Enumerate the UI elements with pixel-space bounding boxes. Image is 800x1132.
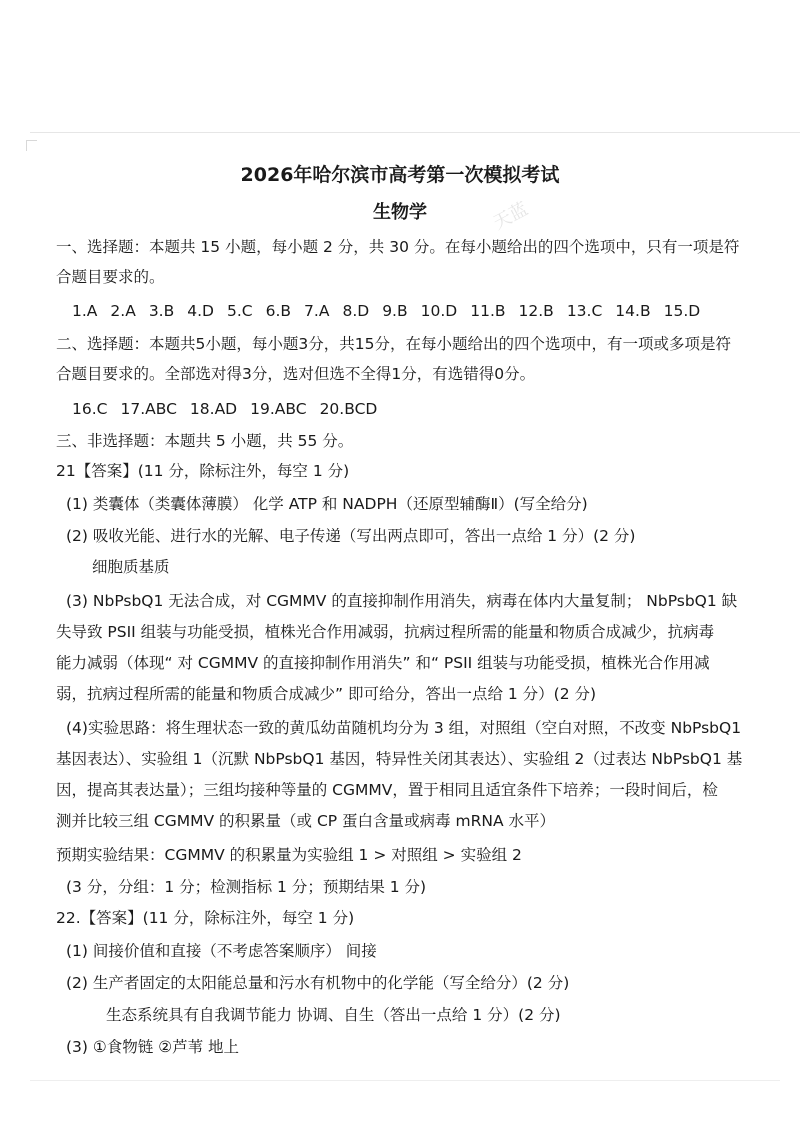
section1-answers — [72, 300, 713, 322]
answer-11: 11.B — [470, 302, 506, 320]
section2-heading-line1: 二、选择题：本题共5小题，每小题3分，共15分，在每小题给出的四个选项中，有一项或多项是符 — [56, 335, 731, 353]
q21-part2-answer2: 细胞质基质 — [92, 558, 170, 576]
section1-heading-line1: 一、选择题：本题共 15 小题，每小题 2 分，共 30 分。在每小题给出的四个选项中，只有一项是符 — [56, 238, 740, 256]
section2-answers — [72, 398, 390, 420]
q21-part4-line1: (4)实验思路：将生理状态一致的黄瓜幼苗随机均分为 3 组，对照组（空白对照，不改变 NbPsbQ1 — [66, 719, 742, 737]
q21-part4-line3: 因，提高其表达量）；三组均接种等量的 CGMMV，置于相同且适宜条件下培养；一段时间后，检 — [56, 781, 718, 799]
q22-part2: (2) 生产者固定的太阳能总量和污水有机物中的化学能（写全给分）(2 分) — [66, 974, 570, 992]
answer-8: 8.D — [342, 302, 370, 320]
page-bottom-edge — [30, 1080, 780, 1081]
answer-9: 9.B — [382, 302, 408, 320]
q21-part2: (2) 吸收光能、进行水的光解、电子传递（写出两点即可，答出一点给 1 分）(2 分) — [66, 527, 636, 545]
answer-6: 6.B — [265, 302, 292, 320]
answer-16: 16.C — [72, 400, 108, 418]
document-title: 2026年哈尔滨市高考第一次模拟考试 — [240, 164, 560, 186]
page-corner-mark — [26, 140, 37, 151]
q21-part4-line2: 基因表达）、实验组 1（沉默 NbPsbQ1 基因，特异性关闭其表达）、实验组 2（过表达 NbPsbQ1 基 — [56, 750, 743, 768]
q21-part3-line4: 弱，抗病过程所需的能量和物质合成减少” 即可给分，答出一点给 1 分）(2 分) — [56, 685, 597, 703]
answer-13: 13.C — [566, 302, 603, 320]
q22-part3: (3) ①食物链 ②芦苇 地上 — [66, 1038, 240, 1056]
section2-heading-line2: 合题目要求的。全部选对得3分，选对但选不全得1分，有选错得0分。 — [56, 365, 536, 383]
document-subject: 生物学 — [373, 202, 427, 223]
q22-part1: (1) 间接价值和直接（不考虑答案顺序） 间接 — [66, 942, 377, 960]
answer-19: 19.ABC — [250, 400, 307, 418]
answer-10: 10.D — [420, 302, 458, 320]
answer-15: 15.D — [663, 302, 701, 320]
q21-part3-line1: (3) NbPsbQ1 无法合成，对 CGMMV 的直接抑制作用消失，病毒在体内大量复制； NbPsbQ1 缺 — [66, 592, 738, 610]
answer-7: 7.A — [304, 302, 330, 320]
answer-3: 3.B — [148, 302, 175, 320]
q21-part3-line3: 能力减弱（体现“ 对 CGMMV 的直接抑制作用消失” 和“ PSII 组装与功能受损，植株光合作用减 — [56, 654, 710, 672]
q21-part4-line4: 测并比较三组 CGMMV 的积累量（或 CP 蛋白含量或病毒 mRNA 水平） — [56, 812, 555, 830]
q22-part2-answer2: 生态系统具有自我调节能力 协调、自生（答出一点给 1 分）(2 分) — [106, 1006, 561, 1024]
q22-header: 22.【答案】(11 分，除标注外，每空 1 分) — [56, 909, 355, 927]
answer-18: 18.AD — [189, 400, 238, 418]
section3-heading: 三、非选择题：本题共 5 小题，共 55 分。 — [56, 432, 354, 450]
answer-1: 1.A — [72, 302, 98, 320]
watermark: 天蓝 — [489, 198, 532, 235]
answer-2: 2.A — [110, 302, 136, 320]
q21-part3-line2: 失导致 PSII 组装与功能受损，植株光合作用减弱，抗病过程所需的能量和物质合成减少，抗病毒 — [56, 623, 715, 641]
answer-20: 20.BCD — [319, 400, 378, 418]
q21-expected-result: 预期实验结果：CGMMV 的积累量为实验组 1 > 对照组 > 实验组 2 — [56, 846, 522, 864]
answer-4: 4.D — [187, 302, 214, 320]
answer-12: 12.B — [518, 302, 554, 320]
page-top-edge — [30, 132, 800, 133]
section1-heading-line2: 合题目要求的。 — [56, 268, 165, 286]
answer-17: 17.ABC — [120, 400, 177, 418]
q21-part1: (1) 类囊体（类囊体薄膜） 化学 ATP 和 NADPH（还原型辅酶Ⅱ）(写全给分) — [66, 495, 588, 513]
answer-14: 14.B — [615, 302, 651, 320]
answer-5: 5.C — [226, 302, 253, 320]
q21-header: 21【答案】(11 分，除标注外，每空 1 分) — [56, 462, 350, 480]
q21-scoring-note: (3 分，分组：1 分；检测指标 1 分；预期结果 1 分) — [66, 878, 427, 896]
